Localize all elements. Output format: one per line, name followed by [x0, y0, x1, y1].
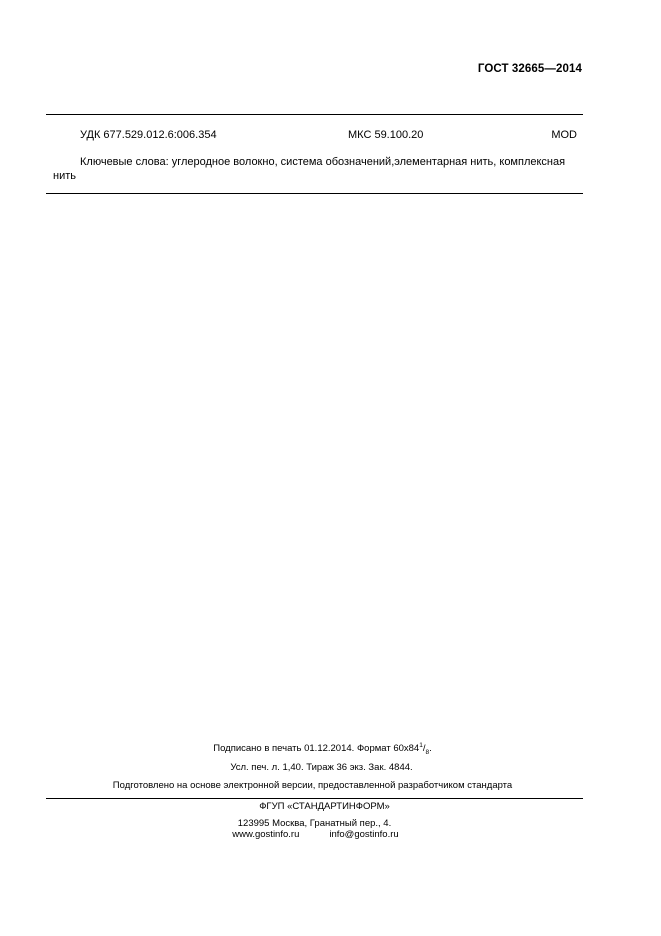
keywords-line-2: нить	[53, 170, 76, 182]
email-link[interactable]: info@gostinfo.ru	[329, 829, 399, 840]
signed-text: Подписано в печать 01.12.2014. Формат 60x84	[213, 743, 420, 755]
publisher-contacts	[0, 829, 646, 840]
classification-line	[80, 129, 577, 143]
keywords-line-1: Ключевые слова: углеродное волокно, система обозначений,элементарная нить, комплексная	[80, 156, 566, 168]
print-sheets: Усл. печ. л. 1,40. Тираж 36 экз. Зак. 4844.	[230, 762, 413, 773]
keywords-divider	[46, 193, 583, 194]
prepared-note: Подготовлено на основе электронной версии, предоставленной разработчиком стандарта	[112, 780, 513, 791]
keywords-block	[53, 155, 583, 183]
mod-label: MOD	[551, 129, 577, 141]
signed-suffix: .	[429, 743, 432, 755]
standard-code: ГОСТ 32665—2014	[477, 63, 582, 75]
udk-code: УДК 677.529.012.6:006.354	[80, 129, 217, 141]
publisher-address: 123995 Москва, Гранатный пер., 4.	[237, 818, 392, 829]
website-link[interactable]: www.gostinfo.ru	[232, 829, 300, 840]
top-divider	[46, 114, 583, 115]
mks-code: МКС 59.100.20	[348, 129, 424, 141]
imprint-divider	[46, 798, 583, 799]
format-fraction-denominator: 8	[425, 749, 430, 757]
signed-to-print: Подписано в печать 01.12.2014. Формат $60x84^1/_8$.	[213, 742, 432, 757]
format-fraction-numerator: 1	[419, 742, 423, 749]
publisher-name: ФГУП «СТАНДАРТИНФОРМ»	[259, 801, 390, 812]
